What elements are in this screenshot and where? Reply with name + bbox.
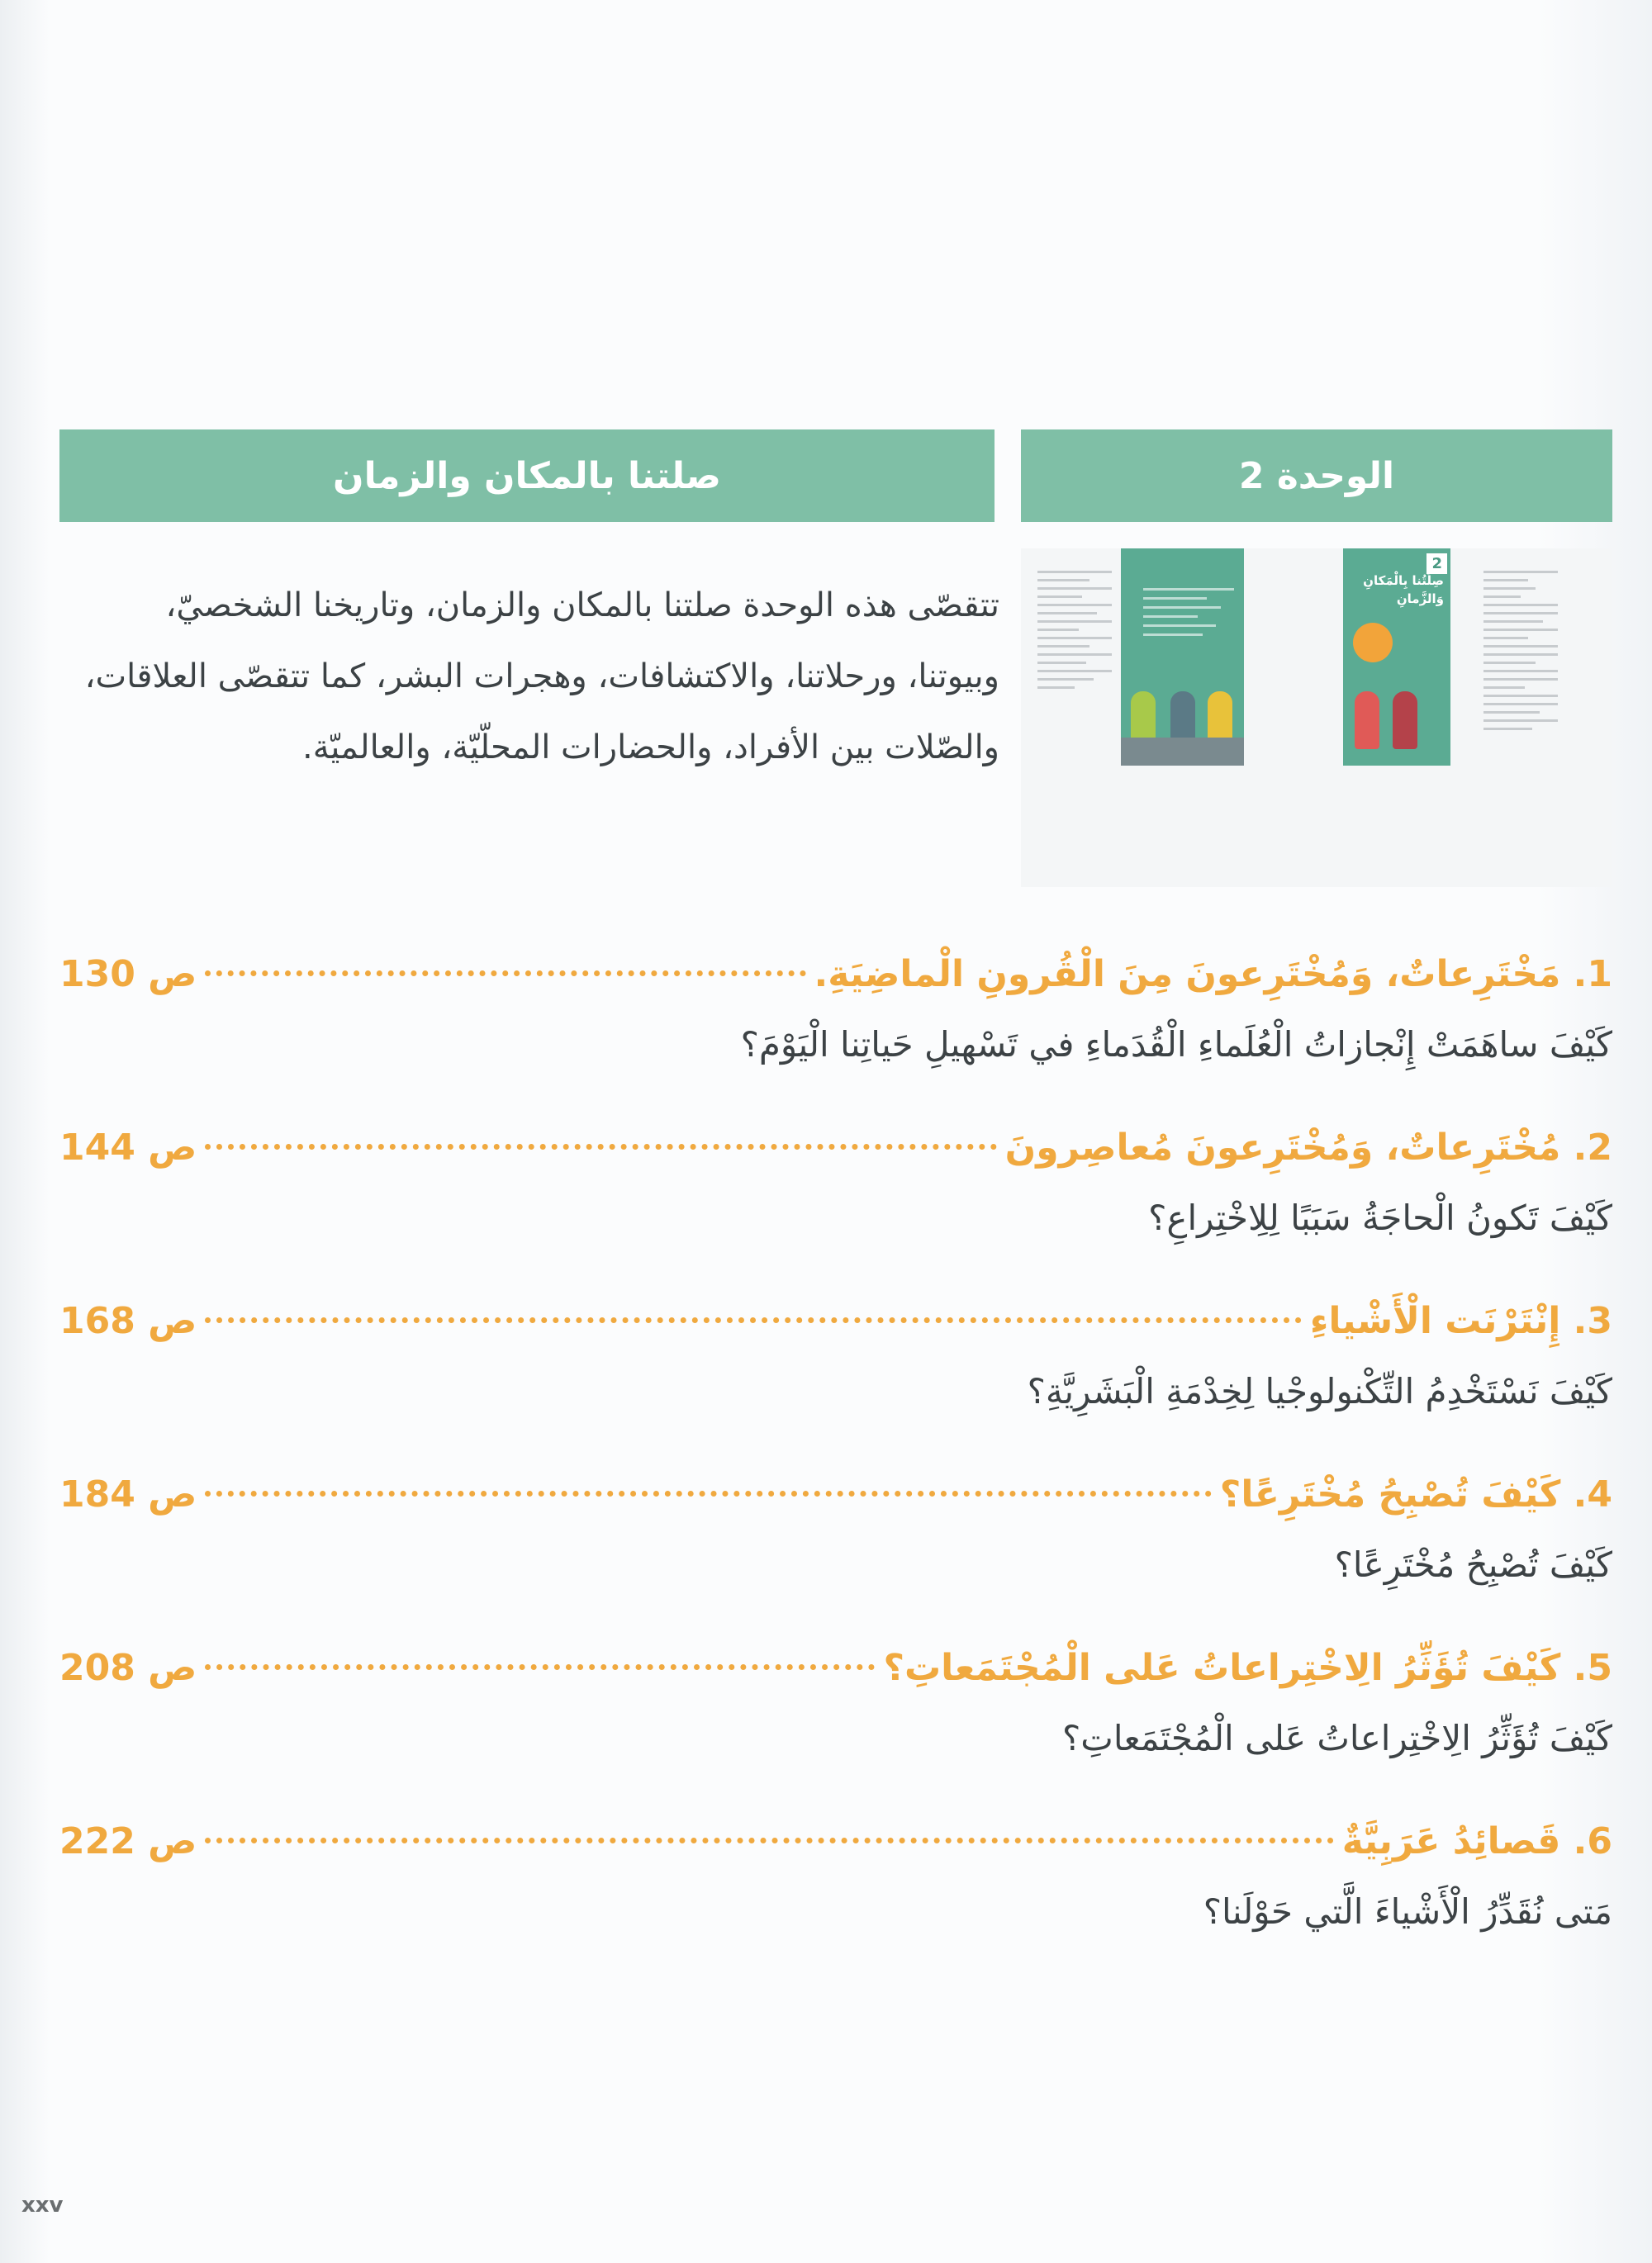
- cover-title: صِلَتُنا بِالْمَكانِ وَالزَّمانِ: [1363, 573, 1444, 606]
- dot-leader: [205, 1491, 1211, 1497]
- lesson-item: [59, 1635, 1612, 1809]
- cover-unit-number: 2: [1427, 553, 1447, 574]
- inquiry-questions-page: [1121, 548, 1244, 766]
- cover-question-circle: [1353, 623, 1393, 662]
- lesson-title: مُخْتَرِعاتٌ، وَمُخْتَرِعونَ مُعاصِرونَ: [1004, 1127, 1561, 1169]
- dot-leader: [205, 970, 805, 976]
- unit-cover-page: [1343, 548, 1450, 766]
- lesson-page: ص 130: [59, 953, 197, 995]
- dot-leader: [205, 1838, 1333, 1843]
- lesson-number: 6.: [1573, 1820, 1612, 1862]
- unit-description: تتقصّى هذه الوحدة صلتنا بالمكان والزمان، وتاريخنا الشخصيّ، وبيوتنا، ورحلاتنا، والاكتشافات، وهجرات البشر، كما تتقصّى العلاقات، والصّلات بين الأفراد، والحضارات المحلّيّة، والعالميّة.: [84, 586, 999, 766]
- lesson-item: [59, 1115, 1612, 1288]
- dot-leader: [205, 1317, 1302, 1323]
- lesson-heading[interactable]: [59, 1635, 1612, 1701]
- lesson-item: [59, 1462, 1612, 1635]
- lesson-title: إِنْتَرْنَت الْأَشْياءِ: [1309, 1300, 1561, 1342]
- unit-label-bar: [1021, 429, 1612, 522]
- lesson-page: ص 184: [59, 1473, 197, 1516]
- book-spread-thumbnail: [1021, 548, 1612, 887]
- lesson-title: مَخْتَرِعاتٌ، وَمُخْتَرِعونَ مِنَ الْقُرونِ الْماضِيَةِ.: [814, 953, 1561, 995]
- lesson-list: [59, 942, 1612, 1982]
- lesson-question: كَيْفَ ساهَمَتْ إِنْجازاتُ الْعُلَماءِ الْقُدَماءِ في تَسْهيلِ حَياتِنا الْيَوْمَ؟: [740, 1024, 1612, 1065]
- cover-illustration-boy: [1393, 691, 1417, 749]
- lesson-page: ص 208: [59, 1647, 197, 1689]
- lesson-item: [59, 1809, 1612, 1982]
- lesson-item: [59, 1288, 1612, 1462]
- inquiry-questions-list: [1143, 581, 1234, 643]
- lesson-question: كَيْفَ تَكونُ الْحاجَةُ سَبَبًا لِلِاخْتِراعِ؟: [1148, 1198, 1612, 1238]
- lesson-title: كَيْفَ تُؤَثِّرُ الِاخْتِراعاتُ عَلى الْمُجْتَمَعاتِ؟: [883, 1647, 1561, 1689]
- lesson-question: كَيْفَ نَسْتَخْدِمُ التِّكْنولوجْيا لِخِدْمَةِ الْبَشَرِيَّةِ؟: [1027, 1371, 1612, 1411]
- lesson-question: كَيْفَ تُصْبِحُ مُخْتَرِعًا؟: [1334, 1544, 1612, 1585]
- lesson-number: 5.: [1573, 1647, 1612, 1689]
- lesson-heading[interactable]: [59, 1288, 1612, 1354]
- dot-leader: [205, 1664, 875, 1670]
- lesson-number: 2.: [1573, 1127, 1612, 1169]
- lesson-question: كَيْفَ تُؤَثِّرُ الِاخْتِراعاتُ عَلى الْمُجْتَمَعاتِ؟: [1062, 1718, 1612, 1758]
- dot-leader: [205, 1144, 996, 1150]
- lesson-page: ص 168: [59, 1300, 197, 1342]
- thumbnail-side-text-left: [1037, 565, 1112, 695]
- lesson-page: ص 144: [59, 1127, 197, 1169]
- lesson-title: قَصائِدُ عَرَبِيَّةٌ: [1341, 1820, 1561, 1862]
- lesson-item: [59, 942, 1612, 1115]
- thumbnail-side-text-right: [1483, 565, 1558, 736]
- page-number: xxv: [21, 2193, 64, 2218]
- lesson-page: ص 222: [59, 1820, 197, 1862]
- unit-label: الوحدة 2: [1238, 454, 1395, 497]
- unit-title: صلتنا بالمكان والزمان: [333, 454, 721, 497]
- illustration-lab-desk: [1121, 738, 1244, 766]
- lesson-heading[interactable]: [59, 1809, 1612, 1875]
- lesson-question: مَتى نُقَدِّرُ الْأَشْياءَ الَّتي حَوْلَنا؟: [1203, 1891, 1612, 1932]
- unit-title-bar: [59, 429, 995, 522]
- lesson-heading[interactable]: [59, 1462, 1612, 1528]
- lesson-heading[interactable]: [59, 942, 1612, 1008]
- lesson-number: 4.: [1573, 1473, 1612, 1516]
- lesson-number: 1.: [1573, 953, 1612, 995]
- lesson-title: كَيْفَ تُصْبِحُ مُخْتَرِعًا؟: [1219, 1473, 1561, 1516]
- page-edge-shadow-left: [0, 0, 50, 2263]
- lesson-number: 3.: [1573, 1300, 1612, 1342]
- lesson-heading[interactable]: [59, 1115, 1612, 1181]
- cover-illustration-girl: [1355, 691, 1379, 749]
